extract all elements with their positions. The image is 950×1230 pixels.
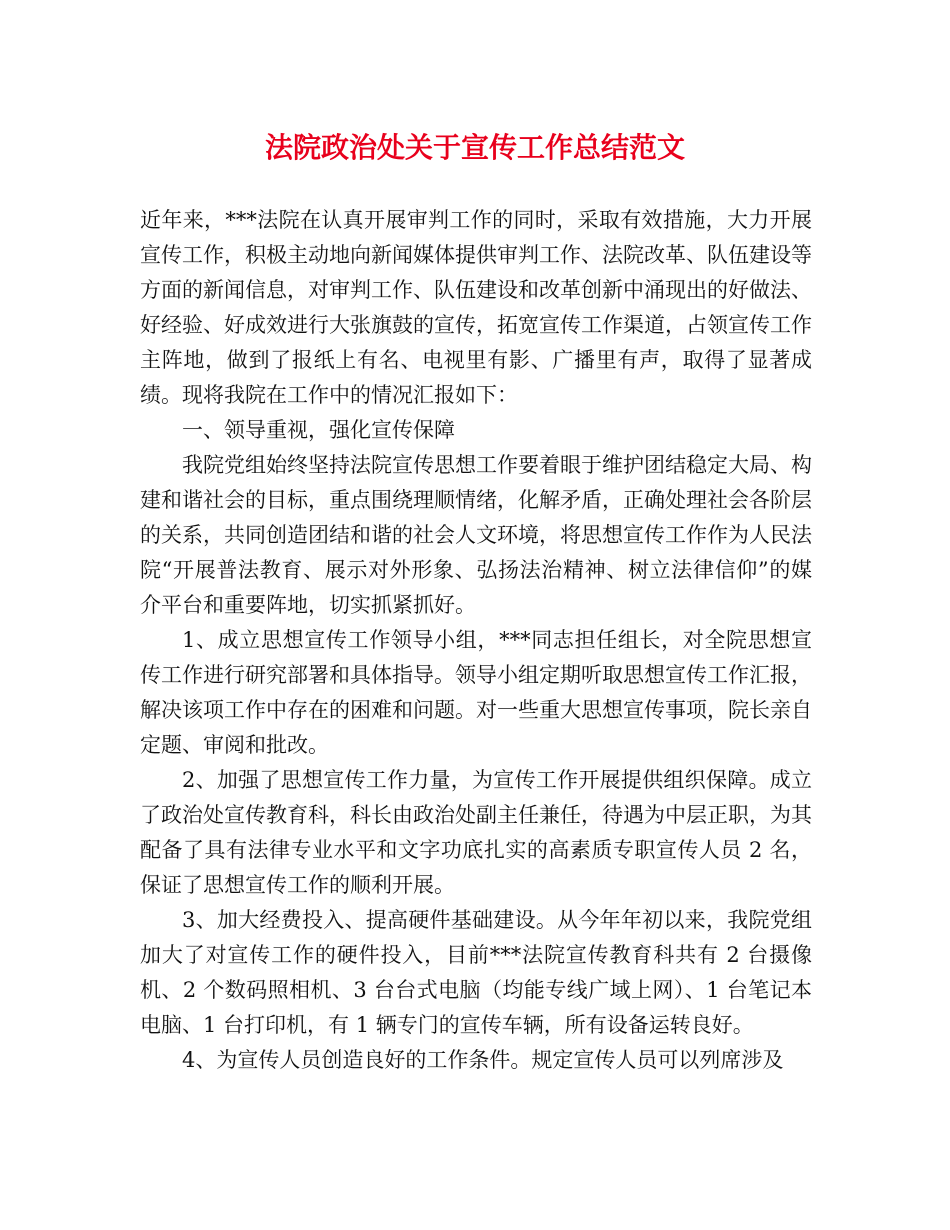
paragraph-item-3: 3、加大经费投入、提高硬件基础建设。从今年年初以来，我院党组加大了对宣传工作的硬件投入，目前***法院宣传教育科共有 2 台摄像机、2 个数码照相机、3 台台式电脑（均能专线广域上网）、1 台笔记本电脑、1 台打印机，有 1 辆专门的宣传车辆，所有设备运转良好。 [140, 908, 812, 1037]
paragraph-item-2: 2、加强了思想宣传工作力量，为宣传工作开展提供组织保障。成立了政治处宣传教育科，科长由政治处副主任兼任，待遇为中层正职，为其配备了具有法律专业水平和文字功底扎实的高素质专职宣传人员 2 名，保证了思想宣传工作的顺利开展。 [140, 768, 812, 897]
document-title: 法院政治处关于宣传工作总结范文 [264, 131, 685, 164]
paragraph-item-1: 1、成立思想宣传工作领导小组，***同志担任组长，对全院思想宣传工作进行研究部署和具体指导。领导小组定期听取思想宣传工作汇报，解决该项工作中存在的困难和问题。对一些重大思想宣传事项，院长亲自定题、审阅和批改。 [140, 628, 812, 757]
paragraph-intro: 近年来，***法院在认真开展审判工作的同时，采取有效措施，大力开展宣传工作，积极主动地向新闻媒体提供审判工作、法院改革、队伍建设等方面的新闻信息，对审判工作、队伍建设和改革创新中涌现出的好做法、好经验、好成效进行大张旗鼓的宣传，拓宽宣传工作渠道，占领宣传工作主阵地，做到了报纸上有名、电视里有影、广播里有声，取得了显著成绩。现将我院在工作中的情况汇报如下： [140, 208, 812, 407]
document-body [140, 203, 812, 1078]
section-heading-1: 一、领导重视，强化宣传保障 [182, 418, 455, 442]
paragraph-section-1: 我院党组始终坚持法院宣传思想工作要着眼于维护团结稳定大局、构建和谐社会的目标，重点围绕理顺情绪，化解矛盾，正确处理社会各阶层的关系，共同创造团结和谐的社会人文环境，将思想宣传工作作为人民法院“开展普法教育、展示对外形象、弘扬法治精神、树立法律信仰”的媒介平台和重要阵地，切实抓紧抓好。 [140, 453, 812, 617]
paragraph-item-4: 4、为宣传人员创造良好的工作条件。规定宣传人员可以列席涉及 [182, 1048, 784, 1072]
